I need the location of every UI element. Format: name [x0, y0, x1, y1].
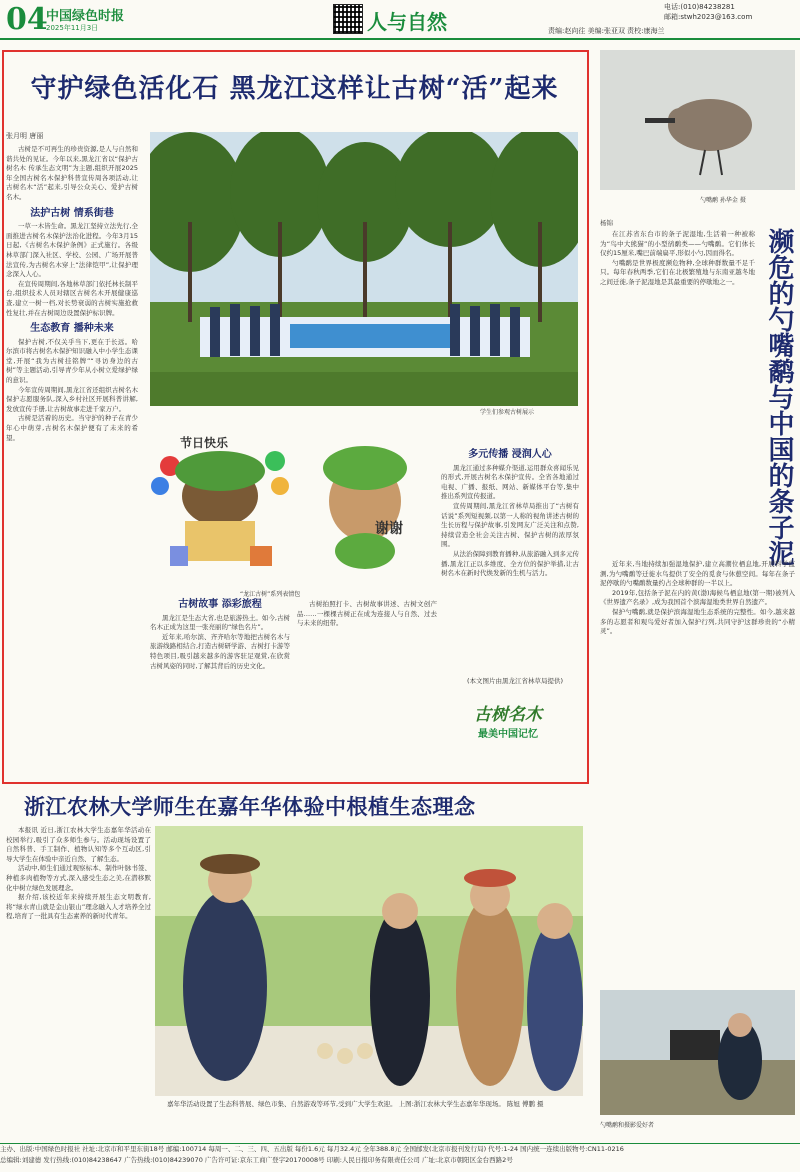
paragraph: 据介绍,该校近年来持续开展生态文明教育,将“绿水青山就是金山银山”理念融入人才培养全过程,培育了一批具有生态素养的新时代青年。 — [6, 893, 151, 921]
paragraph: 保护古树,不仅关乎当下,更在于长远。哈尔滨市将古树名木保护知识融入中小学生态课堂,开展“我为古树挂铭牌”“寻访身边的古树”等主题活动,引导青少年从小树立爱绿护绿的意识。 — [6, 337, 138, 385]
paragraph: 本报讯 近日,浙江农林大学生态嘉年华活动在校园举行,吸引了众多师生参与。活动现场设置了自然科普、手工制作、植物认知等多个互动区,引导大学生在体验中亲近自然、了解生态。 — [6, 826, 151, 863]
hero-caption: 学生们参观古树展示 — [480, 409, 535, 416]
paragraph: 从法治保障到教育播种,从旅游融入到多元传播,黑龙江正以多维度、全方位的保护举措,让古树名木在新时代焕发新的生机与活力。 — [441, 549, 579, 578]
issue-date: 2025年11月3日 — [46, 24, 99, 32]
qr-code-icon — [333, 4, 363, 34]
photo-credit: (本文图片由黑龙江省林草局提供) — [467, 677, 564, 685]
right-headline: 濒危的勺嘴鹬与中国的条子泥 — [764, 228, 794, 566]
paragraph: 古树拍照打卡、古树故事讲述、古树文创产品……一棵棵古树正在成为连接人与自然、过去与未来的纽带。 — [297, 600, 437, 628]
right-author: 杨锦 — [600, 219, 613, 227]
contact-phone: 电话:(010)84238281 — [664, 3, 735, 11]
paragraph: 在宣传周期间,各地林草部门依托林长制平台,组织技术人员对辖区古树名木开展健康巡查,建立一树一档,对长势衰弱的古树实施抢救性复壮,并在古树周边设置保护标识牌。 — [6, 279, 138, 317]
main-column-1 — [6, 145, 138, 443]
contact-email: 邮箱:stwh2023@163.com — [664, 13, 753, 21]
cartoon-thanks-text: 谢谢 — [375, 521, 403, 537]
paper-name: 中国绿色时报 — [46, 9, 125, 24]
second-headline: 浙江农林大学师生在嘉年华体验中根植生态理念 — [24, 794, 476, 819]
main-headline: 守护绿色活化石 黑龙江这样让古树“活”起来 — [30, 74, 559, 104]
paragraph: 活动中,师生们通过观察标本、制作叶脉书签、种植多肉植物等方式,深入感受生态之美,在潜移默化中树立绿色发展理念。 — [6, 864, 151, 892]
second-photo-caption — [155, 1100, 585, 1110]
paragraph: 一草一木皆生命。黑龙江坚持立法先行,全面推进古树名木保护法治化进程。今年3月15日起,《古树名木保护条例》正式施行。各级林草部门深入社区、学校、公园、广场开展普法宣传,为古树名木穿上“法律铠甲”,让保护理念深入人心。 — [6, 222, 138, 279]
paragraph: 近年来,哈尔滨、齐齐哈尔等地把古树名木与旅游线路相结合,打造古树研学游、古树打卡游等特色项目,吸引越来越多的游客驻足观赏,在欣赏古树风姿的同时,了解其背后的历史文化。 — [150, 632, 290, 670]
paragraph: 宣传周期间,黑龙江省林草局推出了“古树有话说”系列短视频,以第一人称的视角讲述古树的生长历程与保护故事,引发网友广泛关注和点赞,持续营造全社会关注古树、保护古树的浓厚氛围。 — [441, 501, 579, 549]
photographer-caption: 勺嘴鹬和摄影爱好者 — [600, 1122, 655, 1129]
subhead-1: 法护古树 情系街巷 — [30, 207, 114, 219]
paragraph: 黑龙江是生态大省,也是旅游热土。如今,古树名木正成为这里一张亮丽的“绿色名片”。 — [150, 613, 290, 632]
byline: 张月明 唐丽 — [6, 132, 44, 140]
cartoon-festival-text: 节日快乐 — [180, 436, 229, 450]
logo-subtitle: 最美中国记忆 — [478, 729, 538, 740]
bird-caption: 勺嘴鹬 孙华金 摄 — [700, 197, 746, 204]
section-title: 人与自然 — [367, 10, 447, 34]
paragraph: 今年宣传周期间,黑龙江省还组织古树名木保护志愿服务队,深入乡村社区开展科普讲解,发放宣传手册,让古树故事走进千家万户。 — [6, 385, 138, 413]
paragraph: 嘉年华活动设置了生态科普展、绿色市集、自然游戏等环节,受到广大学生欢迎。 上图:浙江农林大学生态嘉年华现场。 陈旭 傅鹏 摄 — [167, 1100, 544, 1108]
right-column-2 — [600, 560, 795, 637]
subhead-3: 古树故事 添彩旅程 — [178, 599, 262, 610]
main-column-4 — [441, 450, 579, 579]
footer-line-2: 总编辑:刘建德 发行热线:(010)84238647 广告热线:(010)84239070 广告许可证:京东工商广登字20170008号 印刷:人民日报印务有限责任公司 广址:北京市朝阳区金台西路2号 — [0, 1156, 513, 1164]
page-footer — [0, 1143, 800, 1172]
cartoon-caption: “龙江古树”系列表情包 — [240, 591, 301, 598]
paragraph: 2019年,包括条子泥在内的黄(渤)海候鸟栖息地(第一期)被列入《世界遗产名录》,成为我国首个滨海湿地类世界自然遗产。 — [600, 588, 795, 607]
subhead-2: 生态教育 播种未来 — [30, 323, 114, 335]
paragraph: 在江苏省东台市的条子泥湿地,生活着一种被称为“鸟中大熊猫”的小型鸻鹬类——勺嘴鹬。它们体长仅约15厘米,嘴巴前端扁平,形似小勺,因而得名。 — [600, 230, 755, 258]
paragraph: 近年来,当地持续加强湿地保护,建立高潮位栖息地,开展科学监测,为勺嘴鹬等迁徙水鸟提供了安全的觅食与休憩空间。每年在条子泥停歇的勺嘴鹬数量约占全球种群的一半以上。 — [600, 560, 795, 588]
intro-paragraph: 古树是不可再生的珍贵资源,是人与自然和谐共处的见证。今年以来,黑龙江省以“保护古树名木 传承生态文明”为主题,组织开展2025年全国古树名木保护科普宣传周各项活动,让古树名木“活”起来,引导公众关心、爱护古树名木。 — [6, 145, 138, 201]
main-column-3 — [297, 600, 437, 629]
paragraph: 勺嘴鹬是世界极度濒危物种,全球种群数量不足千只。每年春秋两季,它们在北极繁殖地与东南亚越冬地之间迁徙,条子泥湿地是其最重要的停歇地之一。 — [600, 258, 755, 286]
paragraph: 保护勺嘴鹬,就是保护滨海湿地生态系统的完整性。如今,越来越多的志愿者和观鸟爱好者加入保护行列,共同守护这群珍贵的“小精灵”。 — [600, 607, 795, 636]
subhead-4: 多元传播 浸润人心 — [468, 449, 552, 460]
old-tree-logo — [448, 700, 568, 750]
logo-title: 古树名木 — [474, 705, 542, 725]
footer-line-1: 主办、出版:中国绿色时报社 社址:北京市和平里东街18号 邮编:100714 每周一、二、三、四、五出版 每份1.6元 每月32.4元 全年388.8元 全国邮发(北京市报刊发行局) 代号:1-24 国内统一连续出版物号:CN11-0216 — [0, 1145, 624, 1153]
photographer-photo — [600, 990, 795, 1115]
right-column-1 — [600, 230, 755, 288]
editors-line: 责编:赵向往 美编:张亚双 责校:康海兰 — [548, 27, 665, 35]
hero-photo — [150, 132, 578, 406]
second-column-1 — [6, 826, 151, 922]
contacts — [664, 2, 752, 22]
paragraph: 黑龙江通过多种媒介渠道,运用群众喜闻乐见的形式,开展古树名木保护宣传。全省各地通过电视、广播、报纸、网站、新媒体平台等,集中推出系列宣传报道。 — [441, 463, 579, 501]
bird-photo — [600, 50, 795, 190]
paragraph: 古树是活着的历史。当守护的种子在青少年心中萌芽,古树名木保护便有了未来的希望。 — [6, 414, 138, 442]
page-number: 04 — [6, 2, 48, 37]
main-column-2 — [150, 600, 290, 671]
carnival-photo — [155, 826, 583, 1096]
